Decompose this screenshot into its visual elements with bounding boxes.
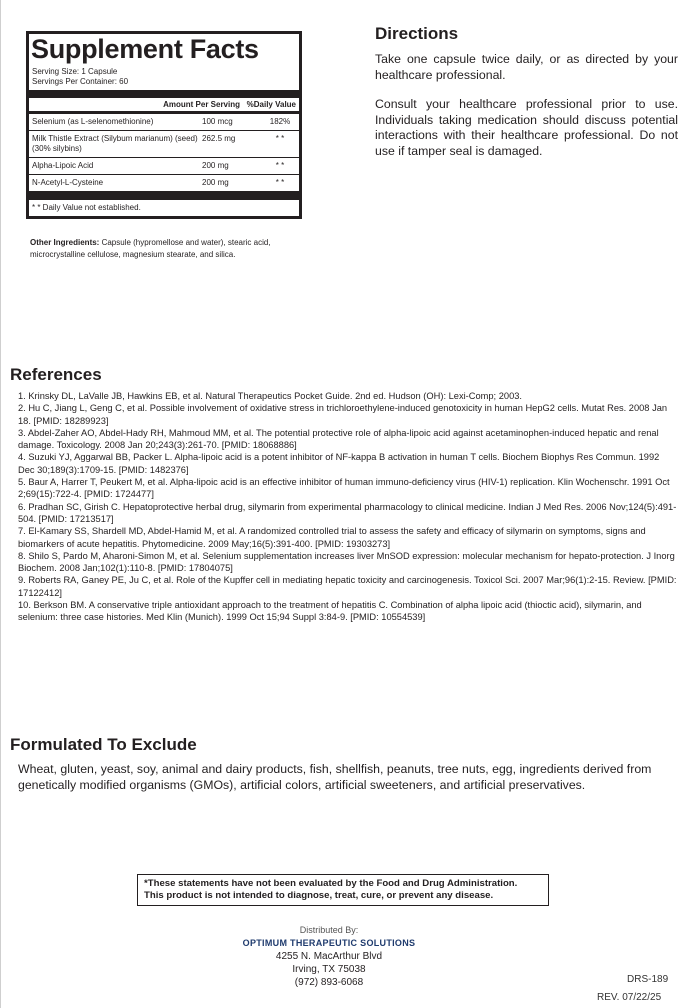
distributor-address: 4255 N. MacArthur Blvd — [275, 951, 383, 962]
ingredient-dv: * * — [275, 134, 285, 143]
facts-column-header — [29, 98, 299, 114]
directions-warning: Consult your healthcare professional prior to use. Individuals taking medication should discuss potential interactions with their healthcare professional. Do not use if tamper seal is damaged. — [375, 97, 678, 158]
daily-value-header: %Daily Value — [246, 100, 296, 109]
serving-size: Serving Size: 1 Capsule — [32, 67, 118, 76]
product-code: DRS-189 — [627, 974, 669, 985]
reference-item: 8. Shilo S, Pardo M, Aharoni-Simon M, et al. Selenium supplementation increases liver MnSOD expression: molecular mechanism for hepato-protection. J Inorg Biochem. 2008 Jan;102(1):110-8. [PMID: 17804075] — [18, 550, 675, 574]
other-ingredients-text: Capsule (hypromellose and water), stearic acid, microcrystalline cellulose, magnesium stearate, and silica. — [30, 238, 271, 259]
other-ingredients — [30, 237, 302, 261]
ingredient-amount: 100 mcg — [202, 117, 233, 126]
facts-row — [29, 114, 299, 131]
other-ingredients-label: Other Ingredients: — [30, 238, 100, 247]
distributor-phone: (972) 893-6068 — [294, 977, 364, 988]
distributed-by-label: Distributed By: — [299, 925, 359, 935]
facts-row — [29, 131, 299, 158]
page-edge-line — [0, 0, 1, 1008]
reference-item: 10. Berkson BM. A conservative triple antioxidant approach to the treatment of hepatitis C. Combination of alpha lipoic acid (thioctic acid), silymarin, and selenium: three case histories. Med Klin (Munich). 1999 Oct 15;94 Suppl 3:84-9. [PMID: 10554539] — [18, 600, 642, 623]
reference-item: 1. Krinsky DL, LaValle JB, Hawkins EB, et al. Natural Therapeutics Pocket Guide. 2nd ed. Hudson (OH): Lexi-Comp; 2003. — [18, 391, 522, 401]
amount-header: Amount Per Serving — [163, 100, 240, 109]
thick-divider — [29, 191, 299, 200]
ingredient-amount: 200 mg — [202, 178, 229, 187]
reference-item: 4. Suzuki YJ, Aggarwal BB, Packer L. Alpha-lipoic acid is a potent inhibitor of NF-kappa B activation in human T cells. Biochem Biophys Res Commun. 1992 Dec 30;189(3):1709-15. [PMID: 1482376] — [18, 452, 660, 475]
reference-item: 3. Abdel-Zaher AO, Abdel-Hady RH, Mahmoud MM, et al. The potential protective role of alpha-lipoic acid against acetaminophen-induced hepatic and renal damage. Toxicology. 2008 Jan 20;243(3):261-70. [PMID: 18068886] — [18, 427, 659, 451]
revision-date: REV. 07/22/25 — [597, 992, 662, 1003]
reference-item: 9. Roberts RA, Ganey PE, Ju C, et al. Role of the Kupffer cell in mediating hepatic toxicity and carcinogenesis. Toxicol Sci. 2007 Mar;96(1):2-15. Review. [PMID: 17122412] — [18, 575, 677, 598]
supplement-facts-panel — [26, 31, 302, 219]
fda-disclaimer-line: This product is not intended to diagnose, treat, cure, or prevent any disease. — [144, 890, 494, 901]
ingredient-dv: * * — [275, 161, 285, 170]
distributor-block — [200, 924, 458, 989]
exclude-text: Wheat, gluten, yeast, soy, animal and dairy products, fish, shellfish, peanuts, tree nuts, egg, ingredients derived from genetically modified organisms (GMOs), artificial colors, artificial sweeteners, and artificial preservatives. — [18, 762, 652, 792]
directions-heading: Directions — [375, 24, 459, 43]
facts-row — [29, 175, 299, 191]
reference-item: 6. Pradhan SC, Girish C. Hepatoprotective herbal drug, silymarin from experimental pharmacology to clinical medicine. Indian J Med Res. 2006 Nov;124(5):491-504. [PMID: 17213517] — [18, 501, 677, 524]
exclude-heading: Formulated To Exclude — [10, 735, 197, 754]
facts-row — [29, 158, 299, 175]
supplement-facts-title: Supplement Facts — [31, 34, 259, 64]
daily-value-footnote: * * Daily Value not established. — [32, 203, 141, 212]
fda-disclaimer-box — [137, 874, 549, 906]
directions-text: Take one capsule twice daily, or as directed by your healthcare professional. — [375, 52, 678, 82]
thick-divider — [29, 90, 299, 98]
ingredient-name: Milk Thistle Extract (Silybum marianum) (seed)(30% silybins) — [32, 134, 198, 153]
ingredient-dv: 182% — [269, 117, 291, 126]
references-list — [18, 390, 678, 624]
distributor-city: Irving, TX 75038 — [292, 964, 366, 975]
reference-item: 7. El-Kamary SS, Shardell MD, Abdel-Hamid M, et al. A randomized controlled trial to assess the safety and efficacy of silymarin on symptoms, signs and biomarkers of acute hepatitis. Phytomedicine. 2009 May;16(5):391-400. [PMID: 19303273] — [18, 526, 646, 549]
reference-item: 2. Hu C, Jiang L, Geng C, et al. Possible involvement of oxidative stress in trichloroethylene-induced genotoxicity in human HepG2 cells. Mutat Res. 2008 Jan 18. [PMID: 18289923] — [18, 403, 668, 426]
ingredient-name: N-Acetyl-L-Cysteine — [32, 178, 104, 187]
references-heading: References — [10, 365, 102, 384]
servings-per-container: Servings Per Container: 60 — [32, 77, 129, 86]
reference-item: 5. Baur A, Harrer T, Peukert M, et al. Alpha-lipoic acid is an effective inhibitor of human immuno-deficiency virus (HIV-1) replication. Klin Wochenschr. 1991 Oct 2;69(15):722-4. [PMID: 1724477] — [18, 477, 670, 500]
ingredient-name: Alpha-Lipoic Acid — [32, 161, 94, 170]
fda-disclaimer-line: *These statements have not been evaluated by the Food and Drug Administration. — [144, 878, 518, 889]
ingredient-dv: * * — [275, 178, 285, 187]
ingredient-name: Selenium (as L-selenomethionine) — [32, 117, 154, 126]
ingredient-amount: 200 mg — [202, 161, 229, 170]
distributor-company: OPTIMUM THERAPEUTIC SOLUTIONS — [242, 938, 416, 948]
ingredient-amount: 262.5 mg — [202, 134, 236, 143]
